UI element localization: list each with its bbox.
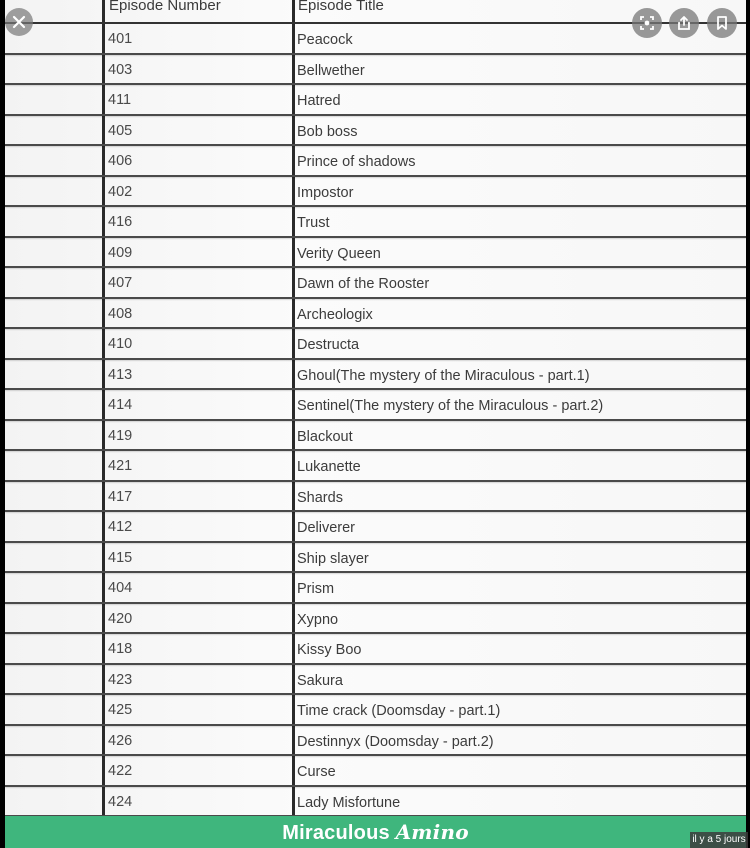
table-row bbox=[5, 543, 746, 574]
episode-title-cell: Curse bbox=[297, 764, 336, 780]
episode-title-cell: Impostor bbox=[297, 184, 354, 201]
episode-title-cell: Dawn of the Rooster bbox=[297, 276, 430, 292]
episode-number-cell: 410 bbox=[108, 336, 133, 352]
episode-number-cell: 416 bbox=[108, 214, 133, 230]
table-row bbox=[5, 451, 746, 482]
episode-title-cell: Verity Queen bbox=[297, 245, 381, 262]
episode-list-image bbox=[5, 0, 746, 848]
episode-number-cell: 404 bbox=[108, 580, 133, 596]
table-row bbox=[5, 482, 746, 513]
episode-title-cell: Peacock bbox=[297, 32, 353, 48]
table-row bbox=[5, 390, 746, 421]
episode-title-cell: Shards bbox=[297, 489, 343, 506]
episode-title-cell: Trust bbox=[297, 215, 330, 231]
episode-number-cell: 426 bbox=[108, 732, 133, 749]
episode-number-cell: 422 bbox=[108, 763, 133, 779]
episode-title-cell: Destructa bbox=[297, 337, 360, 353]
table-row bbox=[5, 604, 746, 635]
table-row bbox=[5, 207, 746, 238]
episode-title-cell: Deliverer bbox=[297, 520, 356, 536]
episode-number-cell: 405 bbox=[108, 122, 133, 139]
brand-logo bbox=[282, 820, 469, 845]
episode-title-cell: Ghoul(The mystery of the Miraculous - part.1) bbox=[297, 367, 590, 384]
table-row bbox=[5, 85, 746, 116]
table-row bbox=[5, 695, 746, 726]
episode-title-cell: Prince of shadows bbox=[297, 154, 416, 170]
episode-number-cell: 408 bbox=[108, 305, 133, 322]
bookmark-icon bbox=[715, 15, 729, 31]
episode-number-cell: 418 bbox=[108, 641, 133, 657]
episode-number-cell: 412 bbox=[108, 519, 133, 535]
share-icon bbox=[676, 15, 692, 31]
close-button[interactable] bbox=[5, 8, 33, 36]
episode-title-cell: Sentinel(The mystery of the Miraculous - part.2) bbox=[297, 398, 604, 414]
episode-number-cell: 421 bbox=[108, 458, 133, 474]
lens-button[interactable] bbox=[632, 8, 662, 38]
episode-title-cell: Archeologix bbox=[297, 306, 373, 323]
table-row bbox=[5, 634, 746, 665]
episode-title-cell: Kissy Boo bbox=[297, 642, 362, 658]
table-row bbox=[5, 299, 746, 330]
close-icon bbox=[12, 15, 26, 29]
episode-title-cell: Bellwether bbox=[297, 62, 365, 79]
episode-number-cell: 402 bbox=[108, 183, 133, 200]
brand-main: Miraculous bbox=[282, 822, 390, 844]
episode-number-cell: 423 bbox=[108, 671, 133, 688]
table-row bbox=[5, 146, 746, 177]
episode-title-cell: Bob boss bbox=[297, 123, 358, 140]
episode-number-cell: 409 bbox=[108, 244, 133, 261]
table-row bbox=[5, 573, 746, 604]
table-row bbox=[5, 421, 746, 452]
table-body bbox=[5, 24, 746, 817]
episode-title-cell: Time crack (Doomsday - part.1) bbox=[297, 703, 501, 719]
episode-number-cell: 424 bbox=[108, 793, 133, 810]
episode-title-cell: Lukanette bbox=[297, 459, 361, 475]
episode-number-cell: 407 bbox=[108, 275, 133, 291]
episode-number-cell: 406 bbox=[108, 153, 133, 169]
episode-title-cell: Destinnyx (Doomsday - part.2) bbox=[297, 733, 494, 750]
episode-title-cell: Lady Misfortune bbox=[297, 794, 401, 811]
episode-title-cell: Hatred bbox=[297, 93, 341, 109]
table-row bbox=[5, 329, 746, 360]
episode-number-cell: 419 bbox=[108, 427, 133, 444]
timestamp-label: il y a 5 jours bbox=[690, 832, 748, 848]
table-row bbox=[5, 787, 746, 818]
episode-number-cell: 420 bbox=[108, 610, 133, 627]
episode-number-cell: 414 bbox=[108, 397, 133, 413]
bookmark-button[interactable] bbox=[707, 8, 737, 38]
table-row bbox=[5, 360, 746, 391]
lens-icon bbox=[639, 15, 655, 31]
table-row bbox=[5, 238, 746, 269]
episode-number-cell: 413 bbox=[108, 366, 133, 383]
table-row bbox=[5, 116, 746, 147]
episode-number-cell: 425 bbox=[108, 702, 133, 718]
table-row bbox=[5, 756, 746, 787]
brand-footer bbox=[5, 816, 746, 848]
episode-number-cell: 401 bbox=[108, 31, 133, 47]
episode-title-cell: Blackout bbox=[297, 428, 353, 445]
episode-title-cell: Sakura bbox=[297, 672, 343, 689]
table-row bbox=[5, 665, 746, 696]
header-episode-number: Episode Number bbox=[109, 0, 221, 14]
episode-number-cell: 417 bbox=[108, 488, 133, 505]
table-row bbox=[5, 726, 746, 757]
episode-title-cell: Ship slayer bbox=[297, 550, 369, 567]
brand-sub: Amino bbox=[395, 820, 469, 844]
table-row bbox=[5, 55, 746, 86]
table-row bbox=[5, 177, 746, 208]
header-episode-title: Episode Title bbox=[298, 0, 384, 14]
episode-number-cell: 411 bbox=[108, 92, 132, 108]
episode-number-cell: 403 bbox=[108, 61, 133, 78]
episode-title-cell: Prism bbox=[297, 581, 335, 597]
episode-number-cell: 415 bbox=[108, 549, 133, 566]
episode-title-cell: Xypno bbox=[297, 611, 339, 628]
share-button[interactable] bbox=[669, 8, 699, 38]
table-row bbox=[5, 512, 746, 543]
table-row bbox=[5, 268, 746, 299]
